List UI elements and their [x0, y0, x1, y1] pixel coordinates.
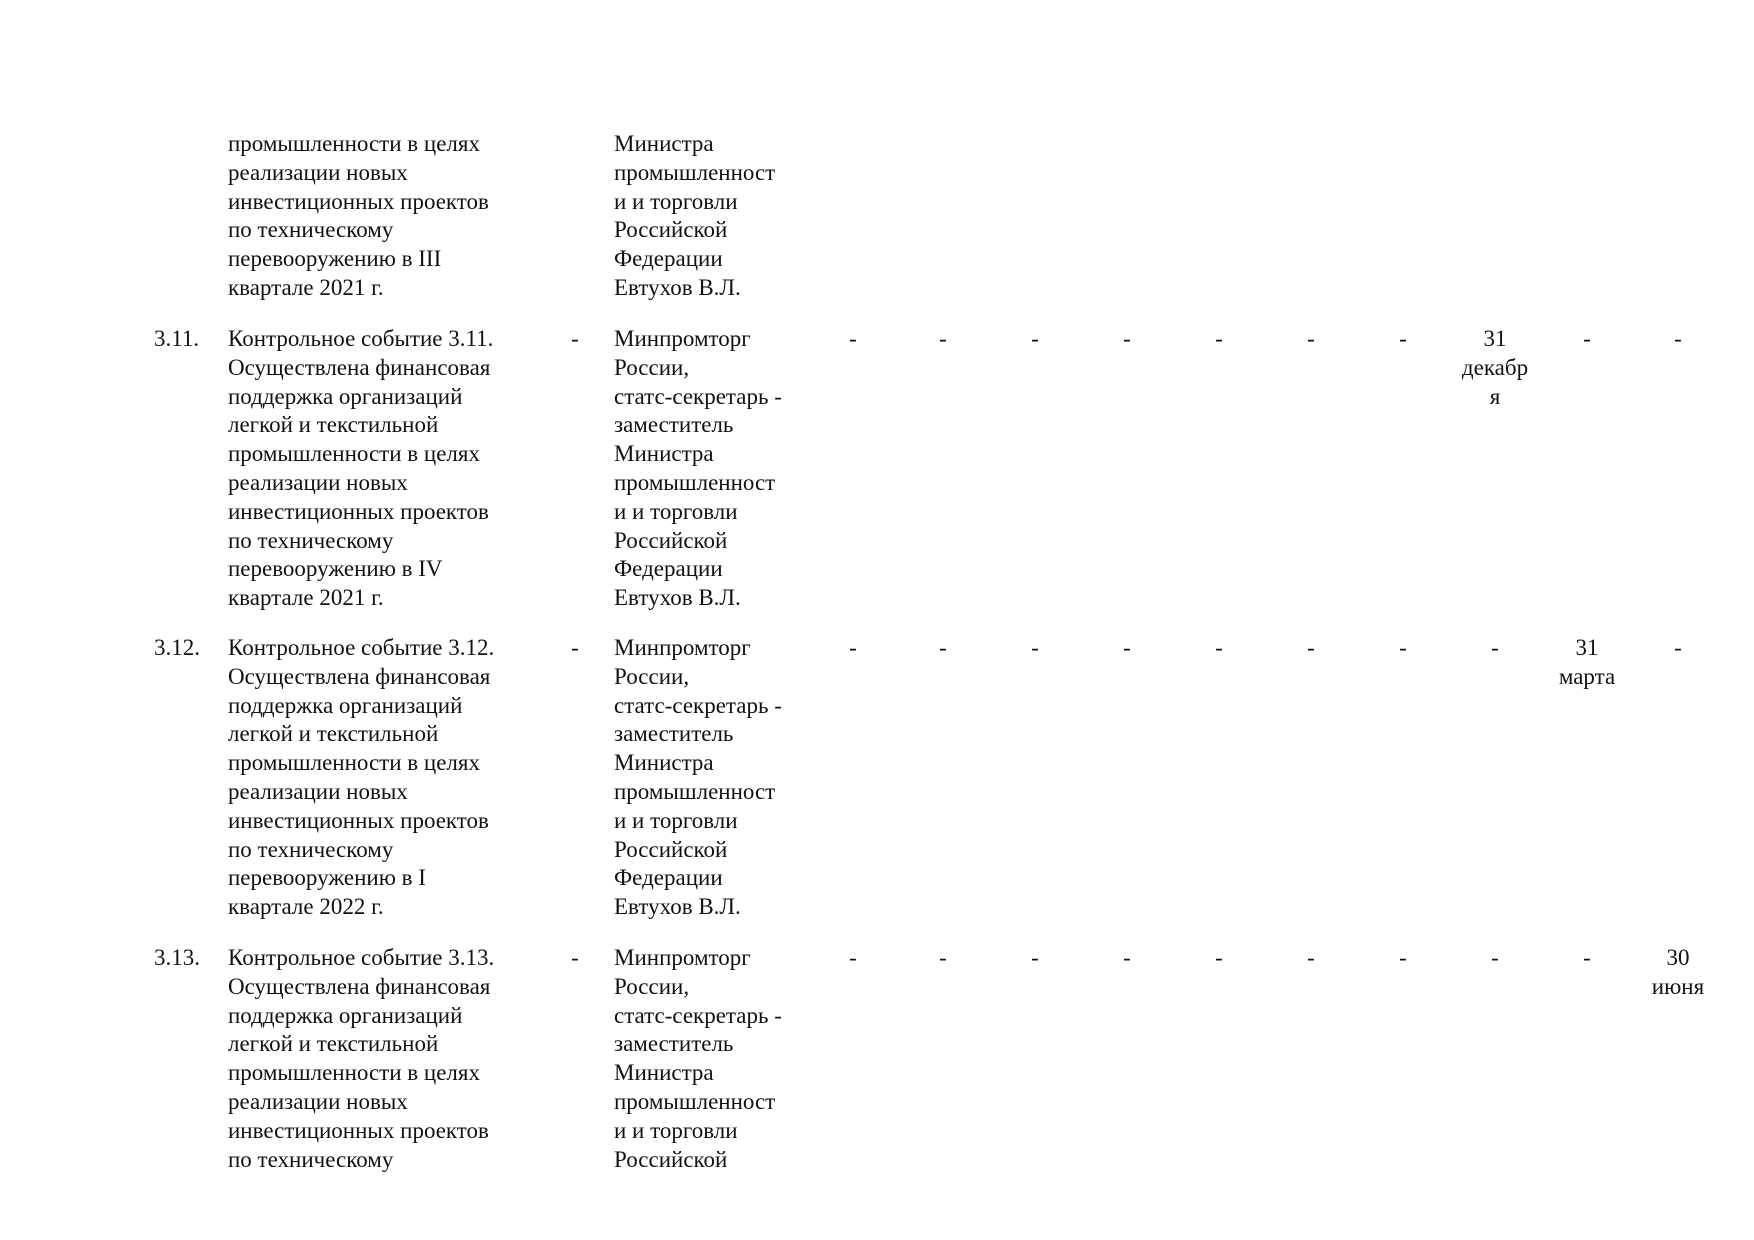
event-name: [228, 325, 528, 613]
term-line: -: [1123, 945, 1131, 970]
term-cell: [901, 325, 985, 354]
row-number: 3.13.: [154, 945, 200, 970]
term-cell: [1545, 634, 1629, 692]
term-line: -: [1215, 326, 1223, 351]
event-name-line: квартале 2022 г.: [228, 894, 384, 920]
event-name-line: промышленности в целях: [228, 441, 480, 467]
term-cell: [901, 634, 985, 663]
responsible-line: и и торговли: [614, 188, 738, 214]
responsible-line: промышленност: [614, 159, 776, 185]
term-cell: [1269, 325, 1353, 354]
event-name-line: Контрольное событие 3.12.: [228, 635, 495, 660]
event-name-line: легкой и текстильной: [228, 1031, 439, 1057]
term-cell: [1636, 634, 1720, 663]
term-cell: [1269, 944, 1353, 973]
term-line: -: [939, 326, 947, 351]
responsible-line: заместитель: [614, 1031, 734, 1057]
event-name-line: по техническому: [228, 527, 394, 553]
term-cell: [1361, 325, 1445, 354]
event-name-line: перевооружению в III: [228, 246, 442, 272]
responsible-line: промышленност: [614, 1088, 776, 1114]
term-cell: [1453, 944, 1537, 973]
term-line: -: [849, 945, 857, 970]
responsible-line: заместитель: [614, 412, 734, 438]
responsible-line: промышленност: [614, 469, 776, 495]
row-number: 3.11.: [154, 326, 200, 351]
responsible-line: Российской: [614, 1146, 728, 1172]
term-cell: [1545, 325, 1629, 354]
term-line: -: [1399, 635, 1407, 660]
event-name-line: Осуществлена финансовая: [228, 973, 491, 999]
event-name-line: промышленности в целях: [228, 750, 480, 776]
responsible-line: Федерации: [614, 246, 723, 272]
term-cell: [1085, 325, 1169, 354]
event-name-line: перевооружению в I: [228, 865, 426, 891]
number-column-value: -: [571, 945, 579, 970]
event-name-line: реализации новых: [228, 778, 408, 804]
responsible-line: Министра: [614, 1060, 714, 1086]
term-line: -: [1123, 326, 1131, 351]
responsible-executor: [614, 944, 814, 1174]
term-cell: [811, 944, 895, 973]
responsible-line: Минпромторг: [614, 635, 751, 660]
responsible-line: промышленност: [614, 778, 776, 804]
term-cell: [1177, 325, 1261, 354]
term-cell: [1177, 944, 1261, 973]
event-name-line: поддержка организаций: [228, 692, 463, 718]
term-line: 30: [1666, 945, 1690, 970]
term-cell: [1453, 325, 1537, 411]
event-name: [228, 634, 528, 922]
number-column-value: -: [571, 635, 579, 660]
event-name-line: квартале 2021 г.: [228, 274, 384, 300]
term-line: марта: [1558, 663, 1616, 689]
event-name-line: реализации новых: [228, 1088, 408, 1114]
term-cell: [993, 634, 1077, 663]
term-cell: [1361, 944, 1445, 973]
responsible-line: и и торговли: [614, 1117, 738, 1143]
term-line: -: [1031, 945, 1039, 970]
term-line: -: [1674, 635, 1682, 660]
term-line: 31: [1483, 326, 1507, 351]
term-cell: [811, 325, 895, 354]
term-line: -: [1123, 635, 1131, 660]
event-name-line: поддержка организаций: [228, 1002, 463, 1028]
responsible-line: Евтухов В.Л.: [614, 894, 741, 920]
event-name: [228, 130, 528, 303]
term-cell: [1545, 944, 1629, 973]
term-line: -: [1307, 326, 1315, 351]
responsible-line: статс-секретарь -: [614, 1002, 782, 1028]
term-cell: [1453, 634, 1537, 663]
term-cell: [1085, 944, 1169, 973]
term-line: -: [1307, 945, 1315, 970]
term-cell: [1361, 634, 1445, 663]
event-name-line: поддержка организаций: [228, 383, 463, 409]
responsible-line: Российской: [614, 527, 728, 553]
event-name-line: реализации новых: [228, 469, 408, 495]
term-cell: [1636, 325, 1720, 354]
term-cell: [993, 325, 1077, 354]
responsible-line: заместитель: [614, 721, 734, 747]
event-name-line: перевооружению в IV: [228, 556, 443, 582]
row-number: 3.12.: [154, 635, 200, 660]
event-name-line: инвестиционных проектов: [228, 1117, 489, 1143]
term-line: -: [1031, 635, 1039, 660]
term-line: я: [1489, 383, 1501, 409]
term-cell: [1269, 634, 1353, 663]
event-name-line: реализации новых: [228, 159, 408, 185]
term-line: -: [1491, 635, 1499, 660]
term-cell: [1177, 634, 1261, 663]
responsible-line: Министра: [614, 750, 714, 776]
event-name-line: промышленности в целях: [228, 131, 480, 156]
event-name-line: по техническому: [228, 1146, 394, 1172]
term-line: июня: [1651, 973, 1705, 999]
term-line: -: [1399, 945, 1407, 970]
responsible-line: Российской: [614, 217, 728, 243]
event-name-line: инвестиционных проектов: [228, 807, 489, 833]
responsible-line: Министра: [614, 441, 714, 467]
event-name-line: инвестиционных проектов: [228, 188, 489, 214]
event-name-line: по техническому: [228, 836, 394, 862]
responsible-line: России,: [614, 973, 690, 999]
responsible-line: статс-секретарь -: [614, 692, 782, 718]
responsible-line: Евтухов В.Л.: [614, 274, 741, 300]
responsible-executor: [614, 634, 814, 922]
event-name-line: Осуществлена финансовая: [228, 354, 491, 380]
responsible-line: Евтухов В.Л.: [614, 585, 741, 611]
term-line: декабр: [1461, 354, 1529, 380]
responsible-line: Федерации: [614, 556, 723, 582]
term-line: 31: [1575, 635, 1599, 660]
number-column-value: -: [571, 326, 579, 351]
event-name-line: Контрольное событие 3.13.: [228, 945, 495, 970]
responsible-line: и и торговли: [614, 498, 738, 524]
term-cell: [993, 944, 1077, 973]
event-name-line: инвестиционных проектов: [228, 498, 489, 524]
responsible-executor: [614, 130, 814, 303]
term-line: -: [1215, 945, 1223, 970]
responsible-line: Минпромторг: [614, 326, 751, 351]
term-line: -: [1583, 945, 1591, 970]
event-name-line: по техническому: [228, 217, 394, 243]
responsible-line: Федерации: [614, 865, 723, 891]
term-line: -: [1307, 635, 1315, 660]
responsible-line: и и торговли: [614, 807, 738, 833]
term-line: -: [1674, 326, 1682, 351]
term-line: -: [1215, 635, 1223, 660]
term-line: -: [1031, 326, 1039, 351]
term-line: -: [849, 635, 857, 660]
term-cell: [1636, 944, 1720, 1002]
term-line: -: [939, 945, 947, 970]
event-name-line: легкой и текстильной: [228, 412, 439, 438]
term-line: -: [849, 326, 857, 351]
responsible-line: Российской: [614, 836, 728, 862]
responsible-line: России,: [614, 354, 690, 380]
responsible-line: России,: [614, 663, 690, 689]
responsible-line: Минпромторг: [614, 945, 751, 970]
responsible-executor: [614, 325, 814, 613]
term-cell: [811, 634, 895, 663]
event-name-line: квартале 2021 г.: [228, 585, 384, 611]
event-name: [228, 944, 528, 1174]
event-name-line: Осуществлена финансовая: [228, 663, 491, 689]
term-line: -: [1491, 945, 1499, 970]
event-name-line: легкой и текстильной: [228, 721, 439, 747]
event-name-line: Контрольное событие 3.11.: [228, 326, 494, 351]
term-line: -: [939, 635, 947, 660]
responsible-line: статс-секретарь -: [614, 383, 782, 409]
responsible-line: Министра: [614, 131, 714, 156]
event-name-line: промышленности в целях: [228, 1060, 480, 1086]
term-line: -: [1399, 326, 1407, 351]
term-cell: [901, 944, 985, 973]
term-line: -: [1583, 326, 1591, 351]
term-cell: [1085, 634, 1169, 663]
